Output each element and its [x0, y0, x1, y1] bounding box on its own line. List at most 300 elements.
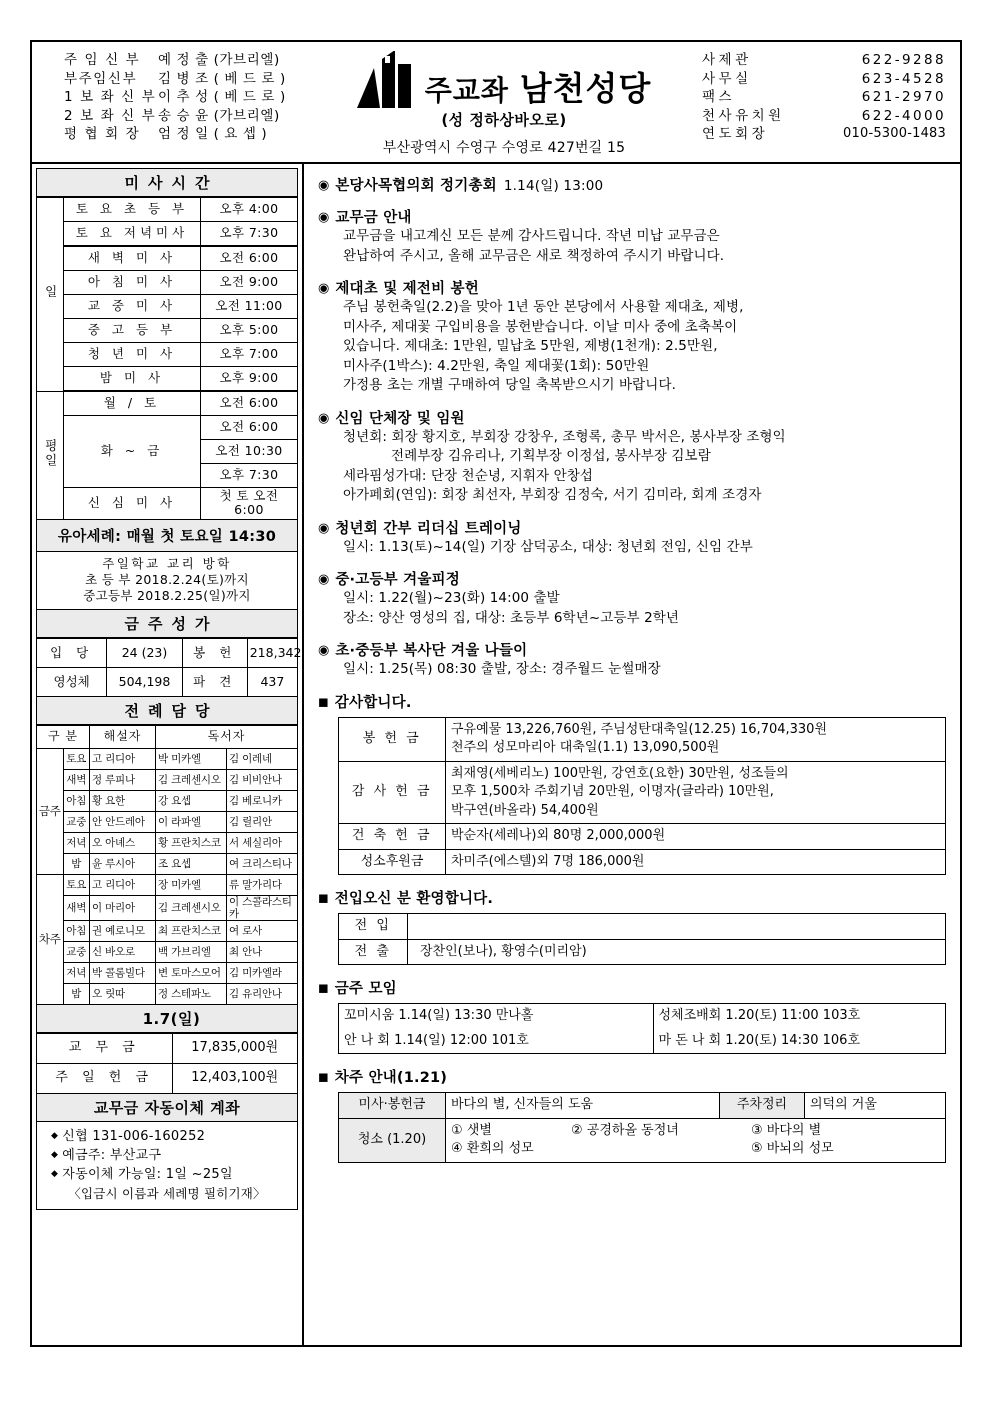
- announcement-title: 초·중등부 복사단 겨울 나들이: [335, 643, 528, 659]
- announcement-head: [318, 517, 950, 538]
- body-line: 미사주(1박스): 4.2만원, 축일 제대꽃(1회): 50만원: [343, 357, 650, 374]
- duty-col-commentator: 해설자: [90, 725, 156, 748]
- table-row: [37, 343, 298, 367]
- duty-reader2: 김 이레네: [227, 748, 298, 769]
- contact-label: 연도회장: [702, 126, 769, 143]
- table-row: [339, 849, 946, 875]
- duty-part: 교중: [63, 941, 90, 962]
- duty-reader2: 서 세실리아: [227, 832, 298, 853]
- duty-commentator: 정 루피나: [90, 769, 156, 790]
- duty-col-reader: 독서자: [156, 725, 298, 748]
- meeting-cell: 성체조배회 1.20(토) 11:00 103호: [653, 1004, 946, 1029]
- contact-value: 622-9288: [861, 52, 946, 68]
- account-line: ◆ 예금주: 부산교구: [51, 1147, 162, 1163]
- table-row: [339, 939, 946, 965]
- account-line: ◆ 자동이체 가능일: 1일 ~25일: [51, 1166, 233, 1182]
- announcement-body: [343, 660, 950, 680]
- bulletin-body: [32, 164, 960, 1345]
- circle-marker-icon: ◉: [318, 281, 330, 296]
- cleaning-value: [446, 1118, 946, 1162]
- account-note: 〈입금시 이름과 세례명 필히기재〉: [68, 1185, 266, 1201]
- body-line-indented: 전례부장 김유리나, 기획부장 이정섭, 봉사부장 김보람: [391, 448, 711, 464]
- value-line: 최재영(세베리노) 100만원, 강연호(요한) 30만원, 성조들의: [451, 765, 789, 781]
- contact-label: 팩스: [702, 89, 736, 106]
- thanks-key: 봉 헌 금: [339, 717, 446, 761]
- mass-name: 새 벽 미 사: [64, 246, 201, 271]
- body-line: 아가페회(연임): 회장 최선자, 부회장 김정숙, 서기 김미라, 회계 조경자: [343, 487, 762, 503]
- hymn-value: 218,342: [247, 638, 297, 667]
- duty-commentator: 오 아녜스: [90, 832, 156, 853]
- duty-reader1: 변 토마스모어: [156, 962, 227, 983]
- duty-part: 아침: [63, 920, 90, 941]
- duty-part: 밤: [63, 983, 90, 1004]
- table-row: [37, 832, 298, 853]
- thanks-table: [338, 717, 946, 876]
- mass-time: 오후 4:00: [201, 198, 298, 222]
- clergy-name: 송 승 윤 (가브리엘): [158, 107, 280, 124]
- welcome-title: 전입오신 분 환영합니다.: [334, 891, 494, 907]
- duty-part: 토요: [63, 874, 90, 895]
- announcement-body: [343, 589, 950, 628]
- duty-commentator: 박 콜롬빌다: [90, 962, 156, 983]
- announcement-body: [343, 538, 950, 558]
- body-line: 가정용 초는 개별 구매하여 당일 축복받으시기 바랍니다.: [343, 377, 676, 393]
- nextweek-parking-key: 주차정리: [720, 1093, 805, 1119]
- announcement-head: [318, 568, 950, 589]
- announcement-title: 교무금 안내: [335, 210, 412, 226]
- sunday-school-line: 중고등부 2018.2.25(일)까지: [83, 587, 251, 603]
- mass-name: 중 고 등 부: [64, 319, 201, 343]
- duty-part: 저녁: [63, 962, 90, 983]
- thanks-value: [446, 717, 946, 761]
- announcement-title: 신임 단체장 및 임원: [335, 410, 465, 427]
- welcome-key: 전 출: [339, 939, 408, 965]
- duty-part: 교중: [63, 811, 90, 832]
- body-line: 있습니다. 제대초: 1만원, 밀납초 5만원, 제병(1천개): 2.5만원,: [343, 338, 718, 354]
- duty-week-label: 차주: [37, 874, 64, 1004]
- contact-list: [694, 42, 960, 162]
- table-row: [339, 1118, 946, 1162]
- right-column: [304, 164, 960, 1345]
- mass-time: 오전 9:00: [201, 271, 298, 295]
- circle-marker-icon: ◉: [318, 643, 330, 658]
- mass-name: 신 심 미 사: [64, 488, 201, 520]
- nextweek-section: [318, 1066, 950, 1087]
- body-line: 청년회: 회장 황지호, 부회장 강창우, 조형록, 총무 박서은, 봉사부장 조형익: [343, 428, 786, 445]
- nextweek-title: 차주 안내(1.21): [334, 1070, 448, 1086]
- contact-row: [694, 88, 946, 107]
- mass-time: 오후 5:00: [201, 319, 298, 343]
- sunday-school-line: 초 등 부 2018.2.24(토)까지: [85, 571, 249, 587]
- offering-header: 1.7(일): [36, 1005, 298, 1033]
- masthead: [32, 42, 960, 164]
- clergy-row: [64, 125, 314, 144]
- mass-time: 오후 7:30: [201, 222, 298, 247]
- duty-reader2: 김 유리안나: [227, 983, 298, 1004]
- offering-value: 12,403,100원: [172, 1063, 298, 1093]
- mass-name: 월 / 토: [64, 391, 201, 416]
- welcome-section: [318, 887, 950, 908]
- value-line: 모후 1,500차 주회기념 20만원, 이명자(글라라) 10만원,: [451, 784, 774, 799]
- circle-marker-icon: ◉: [318, 572, 330, 587]
- logo-and-title: [314, 46, 694, 108]
- announcement: [318, 517, 950, 558]
- contact-value: 010-5300-1483: [843, 126, 946, 142]
- nextweek-parking-value: 의덕의 거울: [805, 1093, 946, 1119]
- duty-header: 전례담당: [36, 697, 298, 725]
- diamond-bullet-icon: ◆: [51, 1130, 59, 1141]
- welcome-value: [408, 914, 946, 940]
- table-row: [37, 790, 298, 811]
- table-row: [37, 920, 298, 941]
- clergy-name: 김 병 조 ( 베 드 로 ): [158, 70, 286, 87]
- table-row: [37, 811, 298, 832]
- weekday-label: 평일: [37, 391, 64, 519]
- thanks-value: 차미주(에스텔)외 7명 186,000원: [446, 849, 946, 875]
- announcement-head: [318, 277, 950, 298]
- table-row: [37, 1063, 298, 1093]
- mass-time: 오전 10:30: [201, 440, 298, 464]
- mass-time: 오전 6:00: [201, 391, 298, 416]
- body-line: 미사주, 제대꽃 구입비용을 봉헌받습니다. 이날 미사 중에 초축복이: [343, 318, 738, 335]
- offering-key: 주 일 헌 금: [37, 1063, 173, 1093]
- table-row: [37, 367, 298, 392]
- contact-label: 사제관: [702, 52, 752, 68]
- duty-table: [36, 725, 298, 1005]
- table-row: [37, 667, 298, 696]
- body-line: 주님 봉헌축일(2.2)을 맞아 1년 동안 본당에서 사용할 제대초, 제병,: [343, 299, 744, 315]
- account-details: [36, 1122, 298, 1210]
- offering-key: 교 무 금: [37, 1033, 173, 1063]
- duty-reader1: 강 요셉: [156, 790, 227, 811]
- announcement: [318, 206, 950, 266]
- hymn-key: 봉 헌: [182, 638, 247, 667]
- thanks-head: [318, 691, 950, 712]
- duty-reader2: 류 말가리다: [227, 874, 298, 895]
- circle-marker-icon: ◉: [318, 210, 330, 225]
- mass-time: 오전 11:00: [201, 295, 298, 319]
- body-line: 완납하여 주시고, 올해 교무금은 새로 책정하여 주시기 바랍니다.: [343, 247, 725, 264]
- announcement: [318, 568, 950, 628]
- meetings-head: [318, 977, 950, 998]
- welcome-head: [318, 887, 950, 908]
- account-header: 교무금 자동이체 계좌: [36, 1094, 298, 1122]
- table-row: [339, 1093, 946, 1119]
- clergy-row: [64, 107, 314, 126]
- cleaning-item: ④ 환희의 성모: [451, 1141, 534, 1156]
- mass-name: 토 요 초 등 부: [64, 198, 201, 222]
- duty-reader2: 이 스콜라스티카: [227, 895, 298, 920]
- announcement-body: [343, 227, 950, 266]
- thanks-key: 감 사 헌 금: [339, 761, 446, 824]
- church-identity: [314, 42, 694, 162]
- hymn-value: 437: [247, 667, 297, 696]
- thanks-value: [446, 761, 946, 824]
- duty-reader1: 김 크레센시오: [156, 769, 227, 790]
- thanks-section: [318, 691, 950, 712]
- duty-reader1: 조 요셉: [156, 853, 227, 874]
- announcement-head: [318, 174, 950, 195]
- meeting-cell: 마 돈 나 회 1.20(토) 14:30 106호: [653, 1029, 946, 1054]
- table-row: [37, 295, 298, 319]
- announcement: [318, 277, 950, 396]
- duty-commentator: 권 예로니모: [90, 920, 156, 941]
- meetings-table: [338, 1003, 946, 1054]
- clergy-name: 엄 정 일 ( 요 셉 ): [158, 126, 268, 143]
- announcement-head: [318, 407, 950, 428]
- announcement-inline: 1.14(일) 13:00: [503, 178, 604, 194]
- square-marker-icon: ◼: [318, 694, 329, 710]
- value-line: 구유예물 13,226,760원, 주님성탄대축일(12.25) 16,704,330원: [451, 721, 828, 737]
- body-line: 일시: 1.13(토)~14(일) 기장 삼덕공소, 대상: 청년회 전임, 신임 간부: [343, 538, 753, 555]
- announcement-head: [318, 639, 950, 660]
- mass-name: 아 침 미 사: [64, 271, 201, 295]
- account-line: ◆ 신협 131-006-160252: [51, 1128, 206, 1144]
- mass-time: 오전 6:00: [201, 416, 298, 440]
- body-line: 교무금을 내고계신 모든 분께 감사드립니다. 작년 미납 교무금은: [343, 228, 720, 244]
- duty-part: 밤: [63, 853, 90, 874]
- hymn-key: 파 견: [182, 667, 247, 696]
- duty-reader2: 김 릴리안: [227, 811, 298, 832]
- sunday-label: 일: [37, 198, 64, 392]
- duty-reader1: 박 미카엘: [156, 748, 227, 769]
- nextweek-mass-value: 바다의 별, 신자들의 도움: [446, 1093, 720, 1119]
- table-row: [37, 748, 298, 769]
- hymn-header: 금주성가: [36, 610, 298, 638]
- duty-commentator: 고 리디아: [90, 874, 156, 895]
- table-row: [339, 1029, 946, 1054]
- nextweek-head: [318, 1066, 950, 1087]
- cleaning-item: ② 공경하올 동정녀: [571, 1122, 679, 1138]
- duty-commentator: 이 마리아: [90, 895, 156, 920]
- nextweek-mass-key: 미사·봉헌금: [339, 1093, 446, 1119]
- meeting-cell: 안 나 회 1.14(일) 12:00 101호: [339, 1029, 654, 1054]
- table-row: [37, 895, 298, 920]
- contact-label: 천사유치원: [702, 107, 785, 124]
- contact-row: [694, 125, 946, 144]
- table-row: [37, 638, 298, 667]
- body-line: 장소: 양산 영성의 집, 대상: 초등부 6학년~고등부 2학년: [343, 609, 680, 626]
- circle-marker-icon: ◉: [318, 178, 330, 193]
- thanks-key: 건 축 헌 금: [339, 824, 446, 850]
- mass-name: 청 년 미 사: [64, 343, 201, 367]
- mass-time: 오후 7:30: [201, 464, 298, 488]
- announcement-title: 중·고등부 겨울피정: [335, 572, 460, 588]
- nextweek-table: [338, 1092, 946, 1163]
- diamond-bullet-icon: ◆: [51, 1149, 59, 1160]
- duty-commentator: 황 요한: [90, 790, 156, 811]
- clergy-row: [64, 88, 314, 107]
- thanks-title: 감사합니다.: [334, 694, 412, 711]
- clergy-row: [64, 51, 314, 70]
- mass-name: 교 중 미 사: [64, 295, 201, 319]
- square-marker-icon: ◼: [318, 1070, 329, 1085]
- clergy-list: [32, 42, 314, 162]
- contact-value: 623-4528: [861, 70, 946, 87]
- duty-reader1: 정 스테파노: [156, 983, 227, 1004]
- duty-reader1: 이 라파엘: [156, 811, 227, 832]
- church-subtitle: (성 정하상바오로): [441, 111, 567, 129]
- contact-row: [694, 51, 946, 70]
- table-row: [37, 941, 298, 962]
- mass-time: 오전 6:00: [201, 246, 298, 271]
- contact-value: 621-2970: [861, 89, 946, 106]
- clergy-role: 부주임신부: [64, 70, 138, 87]
- circle-marker-icon: ◉: [318, 520, 330, 536]
- contact-label: 사무실: [702, 70, 752, 87]
- church-title-main: 남천성당: [519, 69, 652, 108]
- duty-commentator: 안 안드레아: [90, 811, 156, 832]
- square-marker-icon: ◼: [318, 981, 329, 996]
- cleaning-key: 청소 (1.20): [339, 1118, 446, 1162]
- clergy-role: 2 보 좌 신 부: [64, 107, 157, 124]
- body-line: 일시: 1.25(목) 08:30 출발, 장소: 경주월드 눈썰매장: [343, 661, 661, 677]
- hymn-value: 24 (23): [107, 638, 182, 667]
- duty-reader2: 여 로사: [227, 920, 298, 941]
- clergy-row: [64, 70, 314, 89]
- duty-commentator: 고 리디아: [90, 748, 156, 769]
- mass-name: 밤 미 사: [64, 367, 201, 392]
- duty-reader2: 김 비비안나: [227, 769, 298, 790]
- duty-commentator: 윤 루시아: [90, 853, 156, 874]
- contact-value: 622-4000: [861, 107, 946, 124]
- table-row: [37, 874, 298, 895]
- mass-name: 화 ~ 금: [64, 416, 201, 488]
- cleaning-line: [451, 1140, 940, 1159]
- table-row: [37, 488, 298, 520]
- table-row: [37, 222, 298, 247]
- announcement-body: [343, 428, 950, 506]
- mass-schedule-table: [36, 197, 298, 520]
- cleaning-item: ⑤ 바뇌의 성모: [751, 1141, 834, 1156]
- hymn-key: 입 당: [37, 638, 107, 667]
- clergy-role: 주 임 신 부: [64, 52, 141, 68]
- duty-reader2: 최 안나: [227, 941, 298, 962]
- announcement-body: [343, 298, 950, 396]
- duty-reader1: 장 미카엘: [156, 874, 227, 895]
- clergy-role: 평 협 회 장: [64, 126, 141, 143]
- contact-row: [694, 107, 946, 126]
- meetings-section: [318, 977, 950, 998]
- table-row: [37, 983, 298, 1004]
- table-row: [37, 271, 298, 295]
- duty-reader2: 김 미카엘라: [227, 962, 298, 983]
- table-row: [339, 761, 946, 824]
- table-row: [339, 824, 946, 850]
- circle-marker-icon: ◉: [318, 410, 330, 426]
- table-row: [37, 198, 298, 222]
- table-row: [339, 914, 946, 940]
- duty-part: 아침: [63, 790, 90, 811]
- sunday-school-title: 주일학교 교리 방학: [102, 555, 232, 571]
- table-row: [37, 1033, 298, 1063]
- table-row: [37, 319, 298, 343]
- announcement-title: 본당사목협의회 정기총회: [335, 178, 497, 194]
- body-line: 일시: 1.22(월)~23(화) 14:00 출발: [343, 590, 560, 606]
- duty-week-label: 금주: [37, 748, 64, 874]
- church-logo-icon: [357, 50, 419, 108]
- contact-row: [694, 70, 946, 89]
- sunday-school-notice: [36, 552, 298, 610]
- offering-table: [36, 1033, 298, 1094]
- duty-reader1: 백 가브리엘: [156, 941, 227, 962]
- mass-time: 오후 9:00: [201, 367, 298, 392]
- duty-reader2: 김 베로니카: [227, 790, 298, 811]
- table-row: [37, 416, 298, 440]
- duty-reader1: 김 크레센시오: [156, 895, 227, 920]
- church-title: [424, 69, 652, 108]
- mass-name: 토 요 저녁미사: [64, 222, 201, 247]
- left-column: [32, 164, 304, 1345]
- announcement-title: 제대초 및 제전비 봉헌: [335, 281, 479, 297]
- cleaning-line: [451, 1122, 940, 1141]
- duty-part: 새벽: [63, 895, 90, 920]
- welcome-value: 장찬인(보나), 황영수(미리암): [408, 939, 946, 965]
- duty-reader2: 여 크리스티나: [227, 853, 298, 874]
- duty-reader1: 최 프란치스코: [156, 920, 227, 941]
- announcement-title: 청년회 간부 리더십 트레이닝: [335, 520, 522, 537]
- duty-part: 저녁: [63, 832, 90, 853]
- table-row: [37, 725, 298, 748]
- table-row: [339, 1004, 946, 1029]
- bulletin-page: [30, 40, 962, 1347]
- duty-part: 토요: [63, 748, 90, 769]
- welcome-key: 전 입: [339, 914, 408, 940]
- mass-schedule-header: 미사시간: [36, 168, 298, 197]
- announcement: [318, 639, 950, 680]
- duty-col-division: 구 분: [37, 725, 90, 748]
- duty-commentator: 오 릿따: [90, 983, 156, 1004]
- square-marker-icon: ◼: [318, 891, 329, 906]
- offering-value: 17,835,000원: [172, 1033, 298, 1063]
- cleaning-item: ① 샛별: [451, 1122, 492, 1138]
- value-line: 박구연(바올라) 54,400원: [451, 802, 599, 818]
- infant-baptism-notice: 유아세례: 매월 첫 토요일 14:30: [36, 520, 298, 552]
- announcement-head: [318, 206, 950, 227]
- table-row: [37, 853, 298, 874]
- thanks-value: 박순자(세레나)외 80명 2,000,000원: [446, 824, 946, 850]
- mass-time: 첫 토 오전 6:00: [201, 488, 298, 520]
- value-line: 천주의 성모마리아 대축일(1.1) 13,090,500원: [451, 740, 720, 755]
- duty-reader1: 황 프란치스코: [156, 832, 227, 853]
- announcement: [318, 174, 950, 195]
- clergy-name: 이 추 성 ( 베 드 로 ): [158, 89, 286, 106]
- duty-commentator: 신 바오로: [90, 941, 156, 962]
- clergy-role: 1 보 좌 신 부: [64, 89, 157, 106]
- body-line: 세라핌성가대: 단장 천순녕, 지휘자 안창섭: [343, 467, 594, 484]
- table-row: [37, 962, 298, 983]
- cleaning-item: ③ 바다의 별: [751, 1122, 822, 1138]
- hymn-key: 영성체: [37, 667, 107, 696]
- duty-part: 새벽: [63, 769, 90, 790]
- table-row: [37, 246, 298, 271]
- announcement: [318, 407, 950, 506]
- mass-time: 오후 7:00: [201, 343, 298, 367]
- clergy-name: 예 정 출 (가브리엘): [158, 52, 280, 68]
- meetings-title: 금주 모임: [334, 981, 397, 997]
- table-row: [37, 769, 298, 790]
- meeting-cell: 꼬미시움 1.14(일) 13:30 만나홀: [339, 1004, 654, 1029]
- table-row: [37, 391, 298, 416]
- table-row: [339, 717, 946, 761]
- welcome-table: [338, 913, 946, 965]
- hymn-table: [36, 638, 302, 697]
- thanks-key: 성소후원금: [339, 849, 446, 875]
- diamond-bullet-icon: ◆: [51, 1168, 59, 1179]
- hymn-value: 504,198: [107, 667, 182, 696]
- church-address: 부산광역시 수영구 수영로 427번길 15: [382, 140, 626, 156]
- church-title-prefix: 주교좌: [424, 74, 509, 107]
